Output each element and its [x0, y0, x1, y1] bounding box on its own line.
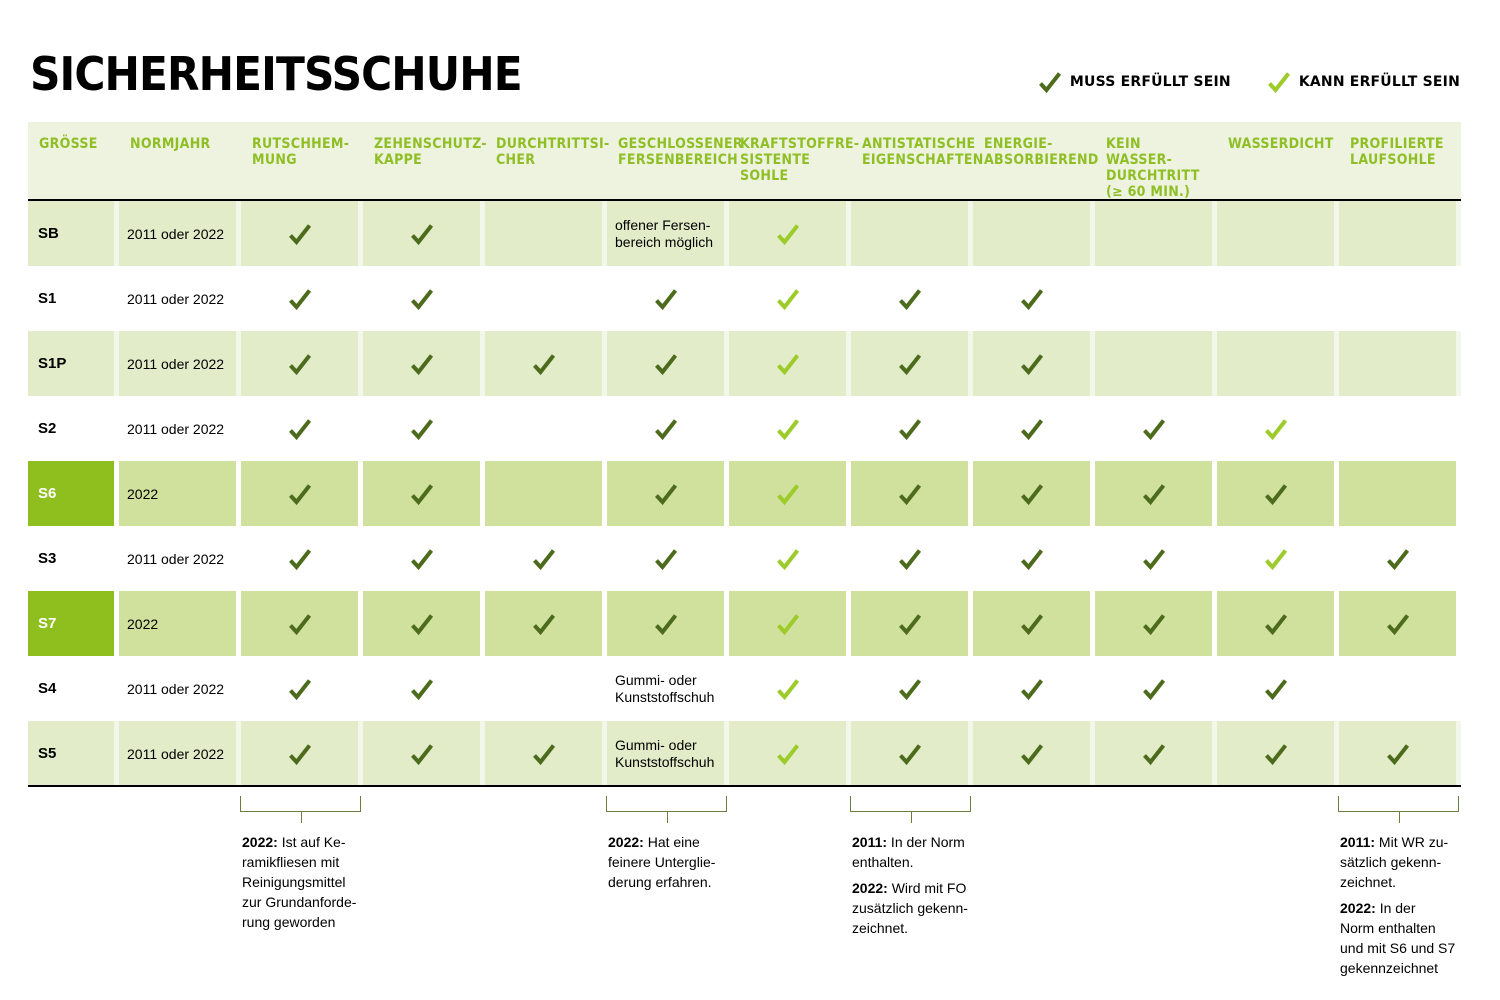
- column-bracket: [850, 796, 971, 812]
- note-cell: Gummi- oder Kunststoffschuh: [607, 721, 724, 786]
- check-icon-can: [776, 677, 800, 701]
- empty-cell: [485, 396, 602, 461]
- check-must-cell: [241, 591, 358, 656]
- year-cell: 2011 oder 2022: [127, 290, 225, 307]
- check-icon-must: [1142, 482, 1166, 506]
- check-must-cell: [851, 266, 968, 331]
- check-must-cell: [241, 526, 358, 591]
- check-must-cell: [851, 461, 968, 526]
- check-icon-must: [1142, 547, 1166, 571]
- check-icon-must: [1142, 612, 1166, 636]
- footnote-year: 2022:: [852, 880, 888, 896]
- check-must-cell: [1339, 721, 1456, 786]
- check-icon-must: [898, 612, 922, 636]
- table-row: [28, 656, 1461, 721]
- check-must-cell: [1095, 656, 1212, 721]
- legend-can-label: KANN ERFÜLLT SEIN: [1298, 74, 1460, 90]
- footnote: [1340, 832, 1469, 984]
- column-header: ANTISTATISCHE EIGENSCHAFTEN: [862, 136, 984, 168]
- footnote-year: 2022:: [1340, 900, 1376, 916]
- check-can-cell: [729, 526, 846, 591]
- check-icon-must: [410, 547, 434, 571]
- check-icon-must: [654, 547, 678, 571]
- check-must-cell: [363, 526, 480, 591]
- check-must-cell: [1217, 591, 1334, 656]
- check-must-cell: [241, 656, 358, 721]
- table-row: [28, 526, 1461, 591]
- empty-cell: [485, 201, 602, 266]
- footnote-year: 2022:: [242, 834, 278, 850]
- column-header: ZEHENSCHUTZ- KAPPE: [374, 136, 487, 168]
- check-must-cell: [973, 331, 1090, 396]
- page-title: SICHERHEITSSCHUHE: [30, 47, 522, 101]
- footnote-text: In der Norm enthalten.: [852, 834, 965, 870]
- footnote-paragraph: [242, 832, 371, 932]
- check-must-cell: [851, 331, 968, 396]
- legend-must-label: MUSS ERFÜLLT SEIN: [1069, 74, 1231, 90]
- column-header: DURCHTRITTSI- CHER: [496, 136, 610, 168]
- column-header: RUTSCHHEM- MUNG: [252, 136, 350, 168]
- column-bracket: [606, 796, 727, 812]
- check-must-cell: [851, 656, 968, 721]
- check-icon-must: [1142, 417, 1166, 441]
- check-must-cell: [851, 526, 968, 591]
- size-cell: S1P: [28, 331, 114, 396]
- note-cell: Gummi- oder Kunststoffschuh: [615, 671, 715, 705]
- column-bracket: [240, 796, 361, 812]
- footnote-year: 2011:: [1340, 834, 1376, 850]
- check-must-cell: [607, 591, 724, 656]
- year-cell: 2011 oder 2022: [127, 680, 225, 697]
- check-icon-must: [410, 677, 434, 701]
- column-header: NORMJAHR: [130, 136, 211, 152]
- check-icon-must: [1264, 612, 1288, 636]
- check-icon-must: [288, 417, 312, 441]
- check-must-cell: [363, 201, 480, 266]
- size-cell: S5: [28, 721, 114, 786]
- check-icon-must: [1020, 287, 1044, 311]
- check-icon-can: [776, 352, 800, 376]
- table-row: [28, 331, 1461, 396]
- check-can-cell: [729, 461, 846, 526]
- check-must-cell: [973, 266, 1090, 331]
- check-icon-can: [776, 222, 800, 246]
- empty-cell: [1339, 266, 1456, 331]
- check-must-cell: [241, 201, 358, 266]
- check-must-cell: [241, 266, 358, 331]
- footnote-paragraph: [1340, 832, 1469, 892]
- year-cell: 2011 oder 2022: [119, 721, 236, 786]
- check-icon-must: [1386, 612, 1410, 636]
- check-icon-must: [654, 417, 678, 441]
- year-cell: 2011 oder 2022: [119, 201, 236, 266]
- check-icon-must: [288, 612, 312, 636]
- check-must-cell: [363, 656, 480, 721]
- year-cell: 2022: [119, 591, 236, 656]
- check-icon-can: [776, 547, 800, 571]
- check-icon-must: [288, 287, 312, 311]
- footnote-text: In der Norm enthalten und mit S6 und S7 gekennzeichnet: [1340, 900, 1456, 976]
- check-icon-must: [288, 742, 312, 766]
- table-bottom-rule: [28, 785, 1461, 787]
- check-must-cell: [485, 526, 602, 591]
- check-icon-must: [410, 417, 434, 441]
- footnote: [242, 832, 371, 938]
- check-must-cell: [1095, 461, 1212, 526]
- check-must-cell: [973, 591, 1090, 656]
- column-header: GRÖSSE: [39, 136, 98, 152]
- check-icon-must: [1020, 677, 1044, 701]
- footnote-year: 2011:: [852, 834, 888, 850]
- check-can-cell: [1217, 526, 1334, 591]
- footnote: [608, 832, 737, 898]
- check-must-cell: [1095, 396, 1212, 461]
- size-cell: S6: [28, 461, 114, 526]
- footnote-year: 2022:: [608, 834, 644, 850]
- size-cell: SB: [28, 201, 114, 266]
- check-must-cell: [1217, 656, 1334, 721]
- check-must-cell: [1217, 721, 1334, 786]
- check-must-cell: [607, 396, 724, 461]
- check-can-cell: [729, 266, 846, 331]
- check-icon-must: [1020, 742, 1044, 766]
- empty-cell: [485, 266, 602, 331]
- check-icon-must: [410, 742, 434, 766]
- column-header: PROFILIERTE LAUFSOHLE: [1350, 136, 1444, 168]
- footnote-text: Wird mit FO zusätzlich gekenn- zeichnet.: [852, 880, 968, 936]
- empty-cell: [1217, 201, 1334, 266]
- check-icon-must: [898, 287, 922, 311]
- check-must-cell: [241, 331, 358, 396]
- check-icon-can: [1264, 547, 1288, 571]
- check-must-cell: [241, 721, 358, 786]
- year-cell: 2011 oder 2022: [119, 331, 236, 396]
- footnote-text: Hat eine feinere Unterglie- derung erfahren.: [608, 834, 716, 890]
- table-row: [28, 396, 1461, 461]
- check-icon-must: [654, 287, 678, 311]
- check-must-cell: [1095, 591, 1212, 656]
- legend: [1038, 70, 1460, 94]
- check-must-cell: [851, 721, 968, 786]
- empty-cell: [973, 201, 1090, 266]
- check-icon-can: [776, 742, 800, 766]
- empty-cell: [1095, 266, 1212, 331]
- check-must-cell: [607, 461, 724, 526]
- check-icon-must: [898, 352, 922, 376]
- note-cell: offener Fersen- bereich möglich: [607, 201, 724, 266]
- check-icon-must: [288, 482, 312, 506]
- check-can-cell: [729, 591, 846, 656]
- check-can-cell: [729, 201, 846, 266]
- check-must-cell: [241, 396, 358, 461]
- column-header: GESCHLOSSENER FERSENBEREICH: [618, 136, 743, 168]
- empty-cell: [1339, 331, 1456, 396]
- check-must-cell: [485, 721, 602, 786]
- check-icon-must: [288, 677, 312, 701]
- check-icon-can: [776, 612, 800, 636]
- check-must-cell: [1095, 526, 1212, 591]
- footnote-paragraph: [608, 832, 737, 892]
- check-must-cell: [363, 331, 480, 396]
- legend-must: [1038, 70, 1231, 94]
- check-icon-must: [654, 352, 678, 376]
- check-icon-must: [654, 612, 678, 636]
- check-icon-must: [1020, 612, 1044, 636]
- check-must-cell: [607, 526, 724, 591]
- check-can-cell: [729, 721, 846, 786]
- check-must-cell: [485, 331, 602, 396]
- table-row: [28, 721, 1461, 786]
- requirements-table: [28, 122, 1461, 786]
- footnote-paragraph: [852, 832, 981, 872]
- empty-cell: [485, 461, 602, 526]
- check-must-cell: [363, 721, 480, 786]
- footnote: [852, 832, 981, 944]
- check-icon-can: [776, 287, 800, 311]
- check-icon-must: [1038, 70, 1062, 94]
- column-header: KRAFTSTOFFRE- SISTENTE SOHLE: [740, 136, 860, 184]
- check-must-cell: [973, 721, 1090, 786]
- check-must-cell: [851, 591, 968, 656]
- check-icon-can: [776, 417, 800, 441]
- check-icon-must: [532, 352, 556, 376]
- column-header: WASSERDICHT: [1228, 136, 1334, 152]
- size-cell: S3: [38, 550, 57, 567]
- check-must-cell: [363, 396, 480, 461]
- check-must-cell: [973, 526, 1090, 591]
- footnote-text: Mit WR zu- sätzlich gekenn- zeichnet.: [1340, 834, 1449, 890]
- empty-cell: [1095, 201, 1212, 266]
- check-must-cell: [973, 656, 1090, 721]
- check-icon-must: [898, 482, 922, 506]
- check-icon-must: [410, 222, 434, 246]
- year-cell: 2011 oder 2022: [127, 420, 225, 437]
- size-cell: S7: [28, 591, 114, 656]
- check-icon-must: [1264, 677, 1288, 701]
- check-icon-must: [898, 742, 922, 766]
- check-must-cell: [363, 461, 480, 526]
- check-icon-must: [1386, 742, 1410, 766]
- check-icon-must: [1142, 742, 1166, 766]
- check-must-cell: [485, 591, 602, 656]
- check-must-cell: [973, 461, 1090, 526]
- check-icon-must: [532, 742, 556, 766]
- check-icon-must: [1264, 482, 1288, 506]
- check-must-cell: [1217, 461, 1334, 526]
- check-icon-must: [898, 677, 922, 701]
- year-cell: 2022: [119, 461, 236, 526]
- empty-cell: [485, 656, 602, 721]
- table-row: [28, 591, 1461, 656]
- table-row: [28, 201, 1461, 266]
- check-icon-can: [1267, 70, 1291, 94]
- check-icon-must: [410, 287, 434, 311]
- check-icon-must: [410, 482, 434, 506]
- year-cell: 2011 oder 2022: [127, 550, 225, 567]
- check-must-cell: [851, 396, 968, 461]
- check-must-cell: [607, 266, 724, 331]
- empty-cell: [1217, 331, 1334, 396]
- check-must-cell: [1339, 526, 1456, 591]
- empty-cell: [1339, 656, 1456, 721]
- check-must-cell: [1095, 721, 1212, 786]
- empty-cell: [1339, 201, 1456, 266]
- check-can-cell: [1217, 396, 1334, 461]
- check-can-cell: [729, 331, 846, 396]
- column-header: ENERGIE- ABSORBIEREND: [984, 136, 1099, 168]
- check-must-cell: [363, 591, 480, 656]
- check-icon-must: [532, 612, 556, 636]
- check-icon-can: [776, 482, 800, 506]
- check-must-cell: [973, 396, 1090, 461]
- check-must-cell: [241, 461, 358, 526]
- footnote-text: Ist auf Ke- ramikfliesen mit Reinigungsmittel zur Grundanforde- rung geworden: [242, 834, 357, 930]
- check-icon-must: [1020, 547, 1044, 571]
- check-can-cell: [729, 396, 846, 461]
- check-icon-must: [1020, 482, 1044, 506]
- footnote-paragraph: [1340, 898, 1469, 978]
- check-must-cell: [607, 331, 724, 396]
- size-cell: S1: [38, 290, 57, 307]
- legend-can: [1267, 70, 1460, 94]
- check-icon-must: [898, 417, 922, 441]
- empty-cell: [1217, 266, 1334, 331]
- empty-cell: [1339, 461, 1456, 526]
- check-icon-must: [898, 547, 922, 571]
- footnote-paragraph: [852, 878, 981, 938]
- check-icon-must: [654, 482, 678, 506]
- check-icon-must: [1020, 417, 1044, 441]
- check-icon-must: [288, 547, 312, 571]
- empty-cell: [851, 201, 968, 266]
- table-row: [28, 461, 1461, 526]
- check-icon-must: [1264, 742, 1288, 766]
- column-header: KEIN WASSER- DURCHTRITT (≥ 60 MIN.): [1106, 136, 1200, 200]
- check-must-cell: [1339, 591, 1456, 656]
- size-cell: S4: [38, 680, 57, 697]
- check-icon-must: [532, 547, 556, 571]
- check-can-cell: [729, 656, 846, 721]
- check-icon-must: [1020, 352, 1044, 376]
- check-icon-must: [288, 352, 312, 376]
- column-bracket: [1338, 796, 1459, 812]
- table-row: [28, 266, 1461, 331]
- check-must-cell: [363, 266, 480, 331]
- size-cell: S2: [38, 420, 57, 437]
- check-icon-must: [1386, 547, 1410, 571]
- check-icon-must: [1142, 677, 1166, 701]
- empty-cell: [1339, 396, 1456, 461]
- check-icon-must: [410, 612, 434, 636]
- check-icon-can: [1264, 417, 1288, 441]
- empty-cell: [1095, 331, 1212, 396]
- table-header: [28, 122, 1461, 201]
- check-icon-must: [288, 222, 312, 246]
- check-icon-must: [410, 352, 434, 376]
